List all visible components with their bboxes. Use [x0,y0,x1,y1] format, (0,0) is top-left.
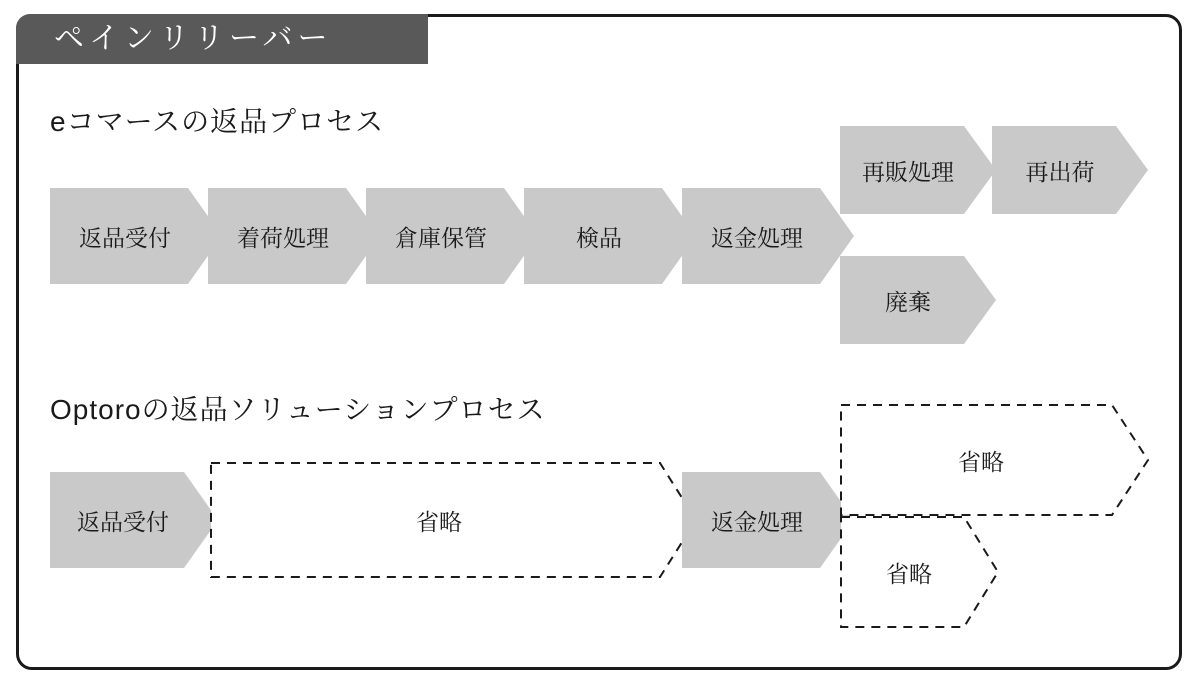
step-label: 省略 [886,560,932,587]
process-step-inspection [524,188,696,284]
process-step-refund [682,188,854,284]
step-label: 着荷処理 [237,224,329,251]
step-label: 検品 [576,224,622,251]
optoro-step-omitted-lower [840,516,1000,628]
step-label: 再販処理 [862,158,954,185]
optoro-step-omitted-main [210,462,698,578]
step-label: 省略 [958,448,1004,475]
title-banner [16,14,428,64]
step-label: 返金処理 [711,508,803,535]
optoro-step-omitted-upper [840,404,1150,516]
process-step-reship [992,126,1148,214]
process-step-warehouse-storage [366,188,538,284]
process-step-arrival-handling [208,188,380,284]
step-label: 倉庫保管 [395,224,487,251]
optoro-step-returns-intake [50,472,218,568]
step-label: 再出荷 [1025,158,1095,185]
step-label: 返品受付 [77,508,169,535]
step-label: 返品受付 [79,224,171,251]
step-label: 省略 [416,508,462,535]
optoro-step-refund [682,472,854,568]
process-step-disposal [840,256,996,344]
section-heading-optoro: Optoroの返品ソリューションプロセス [50,394,546,425]
banner-title: ペインリリーバー [54,22,333,55]
process-step-returns-intake [50,188,222,284]
step-label: 返金処理 [711,224,803,251]
step-label: 廃棄 [885,288,931,315]
section-heading-ecommerce: eコマースの返品プロセス [50,106,385,137]
process-step-resale [840,126,996,214]
